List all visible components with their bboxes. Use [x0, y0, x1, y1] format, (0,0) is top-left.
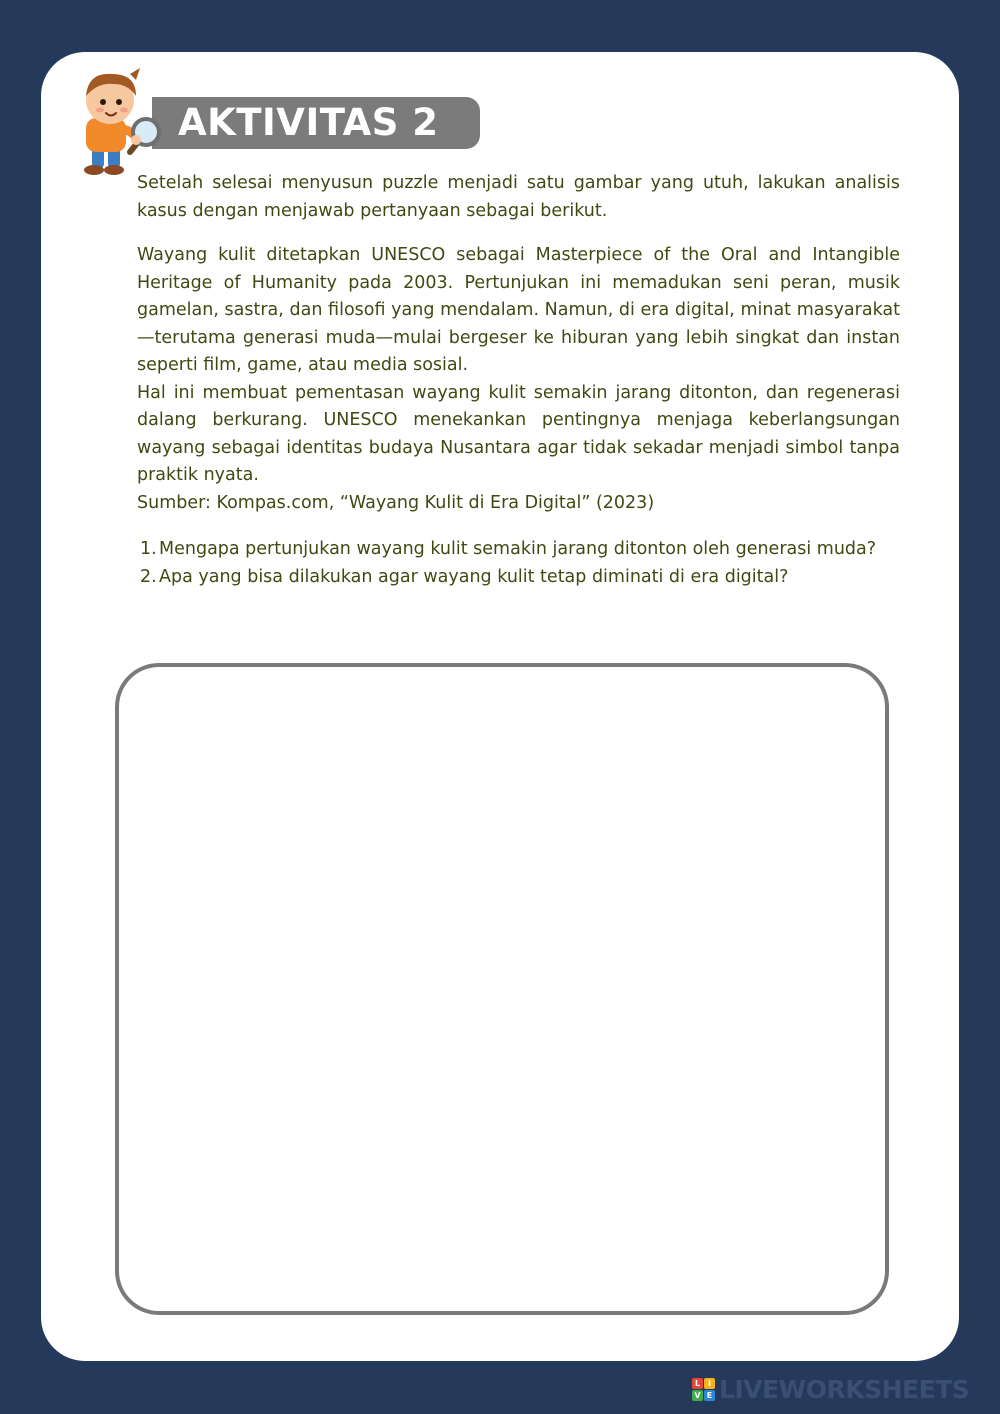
case-article [137, 242, 900, 517]
answer-text-area[interactable] [115, 663, 889, 1315]
question-list [140, 536, 900, 591]
activity-title: AKTIVITAS 2 [178, 101, 439, 144]
liveworksheets-wordmark: LIVEWORKSHEETS [719, 1374, 970, 1404]
question-text: Mengapa pertunjukan wayang kulit semakin jarang ditonton oleh generasi muda? [159, 539, 877, 559]
intro-text: Setelah selesai menyusun puzzle menjadi satu gambar yang utuh, lakukan analisis kasus dengan menjawab pertanyaan sebagai berikut. [137, 173, 900, 221]
logo-letter-e: E [704, 1390, 715, 1401]
question-number: 1. [140, 539, 157, 559]
question-text: Apa yang bisa dilakukan agar wayang kulit tetap diminati di era digital? [159, 566, 789, 587]
article-source: Sumber: Kompas.com, “Wayang Kulit di Era Digital” (2023) [137, 492, 655, 513]
question-item [140, 564, 900, 592]
boy-magnifier-mascot-icon [70, 66, 166, 178]
logo-letter-l: L [692, 1378, 703, 1389]
liveworksheets-branding [692, 1376, 969, 1402]
article-paragraph-1: Wayang kulit ditetapkan UNESCO sebagai Masterpiece of the Oral and Intangible Heritage of Humanity pada 2003. Pertunjukan ini memadukan seni peran, musik gamelan, sastra, dan filosofi yang mendalam. Namun, di era digital, minat masyarakat—terutama generasi muda—mulai bergeser ke hiburan yang lebih singkat dan instan seperti film, game, atau media sosial. [137, 245, 900, 375]
intro-instruction [137, 170, 900, 225]
logo-letter-i: I [704, 1378, 715, 1389]
liveworksheets-logo-icon [692, 1378, 715, 1401]
question-number: 2. [140, 566, 157, 587]
question-item [140, 536, 900, 564]
article-paragraph-2: Hal ini membuat pementasan wayang kulit semakin jarang ditonton, dan regenerasi dalang berkurang. UNESCO menekankan pentingnya menjaga keberlangsungan wayang sebagai identitas budaya Nusantara agar tidak sekadar menjadi simbol tanpa praktik nyata. [137, 382, 900, 485]
logo-letter-v: V [692, 1390, 703, 1401]
